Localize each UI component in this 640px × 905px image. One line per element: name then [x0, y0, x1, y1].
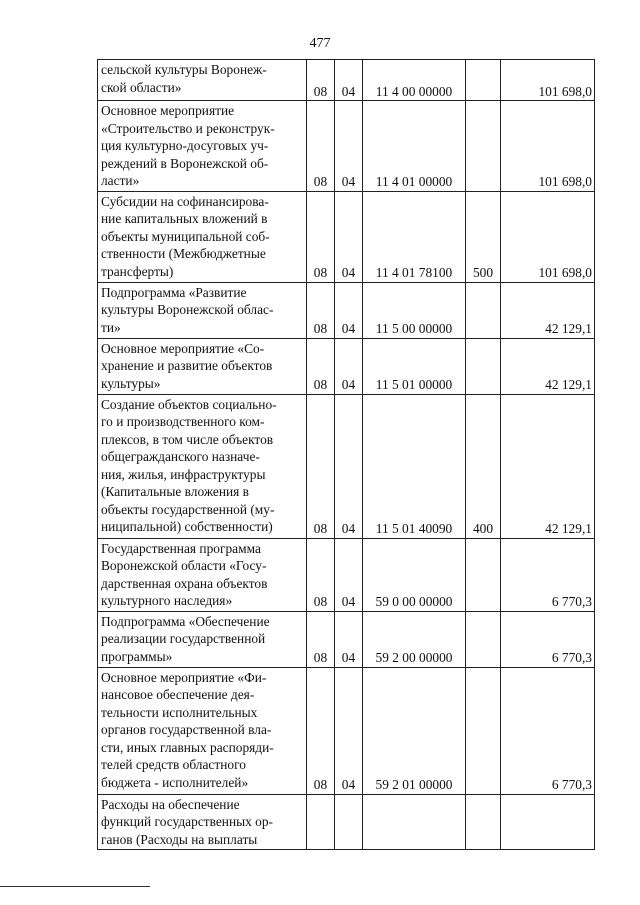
target-article-cell: 59 0 00 00000: [363, 538, 466, 611]
amount-cell: [501, 794, 595, 850]
row-name-cell: Государственная программа Воронежской области «Госу- дарственная охрана объектов культурного наследия»: [98, 538, 307, 611]
expense-type-cell: [466, 60, 501, 101]
subsection-code-cell: [335, 794, 363, 850]
subsection-code-cell: 04: [335, 101, 363, 192]
row-name-cell: Основное мероприятие «Строительство и реконструк- ция культурно-досуговых уч- реждений в Воронежской об- ласти»: [98, 101, 307, 192]
section-code-cell: 08: [307, 60, 335, 101]
amount-cell: 101 698,0: [501, 60, 595, 101]
table-row: [98, 394, 595, 538]
subsection-code-cell: 04: [335, 667, 363, 794]
target-article-cell: 11 4 01 00000: [363, 101, 466, 192]
row-name-cell: Основное мероприятие «Со- хранение и развитие объектов культуры»: [98, 338, 307, 394]
subsection-code-cell: 04: [335, 338, 363, 394]
table-row: [98, 667, 595, 794]
budget-table: [97, 59, 595, 850]
expense-type-cell: [466, 538, 501, 611]
amount-cell: 101 698,0: [501, 191, 595, 282]
table-row: [98, 282, 595, 338]
section-code-cell: [307, 794, 335, 850]
target-article-cell: 11 4 00 00000: [363, 60, 466, 101]
table-row: [98, 538, 595, 611]
expense-type-cell: 400: [466, 394, 501, 538]
row-name-cell: сельской культуры Воронеж- ской области»: [98, 60, 307, 101]
amount-cell: 42 129,1: [501, 394, 595, 538]
target-article-cell: 11 5 01 00000: [363, 338, 466, 394]
expense-type-cell: [466, 338, 501, 394]
page-number: 477: [309, 36, 331, 51]
amount-cell: 6 770,3: [501, 667, 595, 794]
target-article-cell: [363, 794, 466, 850]
table-row: [98, 191, 595, 282]
row-name-cell: Создание объектов социально- го и производственного ком- плексов, в том числе объектов общегражданского назначе- ния, жилья, инфраструктуры (Капитальные вложения в объекты государственной (му- ниципальной) собственности): [98, 394, 307, 538]
expense-type-cell: [466, 667, 501, 794]
target-article-cell: 59 2 01 00000: [363, 667, 466, 794]
target-article-cell: 11 5 00 00000: [363, 282, 466, 338]
row-name-cell: Подпрограмма «Обеспечение реализации государственной программы»: [98, 611, 307, 667]
footnote-rule: [0, 886, 150, 887]
amount-cell: 6 770,3: [501, 611, 595, 667]
expense-type-cell: [466, 794, 501, 850]
row-name-cell: Субсидии на софинансирова- ние капитальных вложений в объекты муниципальной соб- ственности (Межбюджетные трансферты): [98, 191, 307, 282]
table-row: [98, 101, 595, 192]
section-code-cell: 08: [307, 338, 335, 394]
section-code-cell: 08: [307, 282, 335, 338]
table-row: [98, 611, 595, 667]
amount-cell: 42 129,1: [501, 338, 595, 394]
table-row: [98, 794, 595, 850]
table-row: [98, 338, 595, 394]
row-name-cell: Подпрограмма «Развитие культуры Воронежской облас- ти»: [98, 282, 307, 338]
section-code-cell: 08: [307, 667, 335, 794]
row-name-cell: Расходы на обеспечение функций государственных ор- ганов (Расходы на выплаты: [98, 794, 307, 850]
target-article-cell: 59 2 00 00000: [363, 611, 466, 667]
subsection-code-cell: 04: [335, 394, 363, 538]
amount-cell: 6 770,3: [501, 538, 595, 611]
section-code-cell: 08: [307, 101, 335, 192]
subsection-code-cell: 04: [335, 282, 363, 338]
expense-type-cell: [466, 101, 501, 192]
expense-type-cell: [466, 611, 501, 667]
section-code-cell: 08: [307, 394, 335, 538]
amount-cell: 42 129,1: [501, 282, 595, 338]
subsection-code-cell: 04: [335, 538, 363, 611]
target-article-cell: 11 4 01 78100: [363, 191, 466, 282]
row-name-cell: Основное мероприятие «Фи- нансовое обеспечение дея- тельности исполнительных органов государственной вла- сти, иных главных распоряди- телей средств областного бюджета - исполнителей»: [98, 667, 307, 794]
table-row: [98, 60, 595, 101]
amount-cell: 101 698,0: [501, 101, 595, 192]
subsection-code-cell: 04: [335, 191, 363, 282]
subsection-code-cell: 04: [335, 60, 363, 101]
section-code-cell: 08: [307, 611, 335, 667]
section-code-cell: 08: [307, 191, 335, 282]
subsection-code-cell: 04: [335, 611, 363, 667]
target-article-cell: 11 5 01 40090: [363, 394, 466, 538]
expense-type-cell: 500: [466, 191, 501, 282]
expense-type-cell: [466, 282, 501, 338]
section-code-cell: 08: [307, 538, 335, 611]
